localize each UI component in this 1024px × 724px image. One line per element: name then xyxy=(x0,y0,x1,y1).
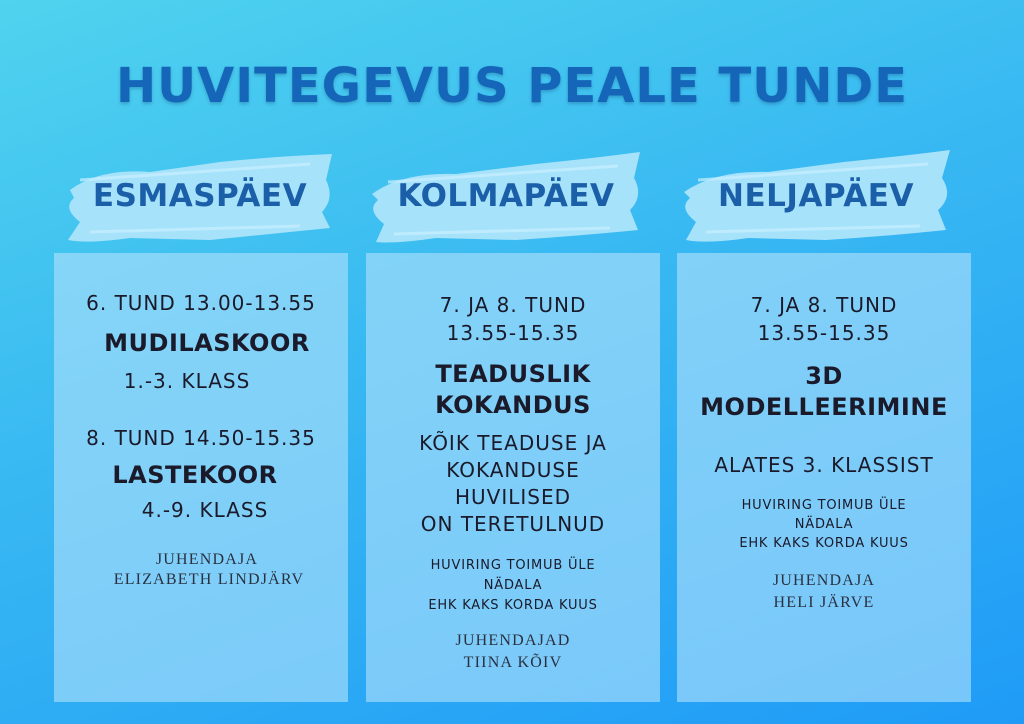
activity-name: 3D xyxy=(805,362,843,390)
activity-name: LASTEKOOR xyxy=(112,461,278,489)
time-slot: 8. TUND 14.50-15.35 xyxy=(86,426,316,450)
instructor-name: ELIZABETH LINDJÄRV xyxy=(113,571,305,588)
activity-name: MODELLEERIMINE xyxy=(700,393,948,421)
day-label-wednesday: KOLMAPÄEV xyxy=(397,178,615,214)
schedule-note: HUVIRING TOIMUB ÜLE xyxy=(741,498,907,513)
instructor-name: TIINA KÕIV xyxy=(463,654,563,671)
instructor-label: JUHENDAJAD xyxy=(455,632,571,649)
day-header-thursday xyxy=(676,150,956,246)
schedule-note: HUVIRING TOIMUB ÜLE xyxy=(430,558,596,573)
time-slot: 6. TUND 13.00-13.55 xyxy=(86,291,316,315)
activity-name: TEADUSLIK xyxy=(435,360,591,388)
page-title: HUVITEGEVUS PEALE TUNDE xyxy=(115,58,908,114)
day-header-monday xyxy=(60,150,340,246)
card-wednesday xyxy=(366,253,660,702)
schedule-note: NÄDALA xyxy=(794,517,854,532)
instructor-name: HELI JÄRVE xyxy=(773,594,875,611)
day-header-wednesday xyxy=(366,150,646,246)
schedule-note: NÄDALA xyxy=(483,578,543,593)
class-range: 1.-3. KLASS xyxy=(123,369,251,393)
time-slot: 7. JA 8. TUND xyxy=(750,293,898,317)
schedule-note: EHK KAKS KORDA KUUS xyxy=(428,598,598,613)
class-range: ALATES 3. KLASSIST xyxy=(714,453,934,477)
description-line: HUVILISED xyxy=(454,485,572,509)
time-range: 13.55-15.35 xyxy=(757,321,891,345)
schedule-note: EHK KAKS KORDA KUUS xyxy=(739,536,909,551)
card-thursday xyxy=(677,253,971,702)
card-monday xyxy=(54,253,348,702)
day-label-monday: ESMASPÄEV xyxy=(92,178,308,214)
description-line: KOKANDUSE xyxy=(446,458,580,482)
description-line: ON TERETULNUD xyxy=(420,512,606,536)
activity-name: MUDILASKOOR xyxy=(104,329,310,357)
day-label-thursday: NELJAPÄEV xyxy=(718,178,914,214)
time-slot: 7. JA 8. TUND xyxy=(439,293,587,317)
time-range: 13.55-15.35 xyxy=(446,321,580,345)
description-line: KÕIK TEADUSE JA xyxy=(419,431,607,455)
instructor-label: JUHENDAJA xyxy=(155,551,259,568)
activity-name: KOKANDUS xyxy=(435,391,591,419)
instructor-label: JUHENDAJA xyxy=(772,572,876,589)
class-range: 4.-9. KLASS xyxy=(141,498,269,522)
